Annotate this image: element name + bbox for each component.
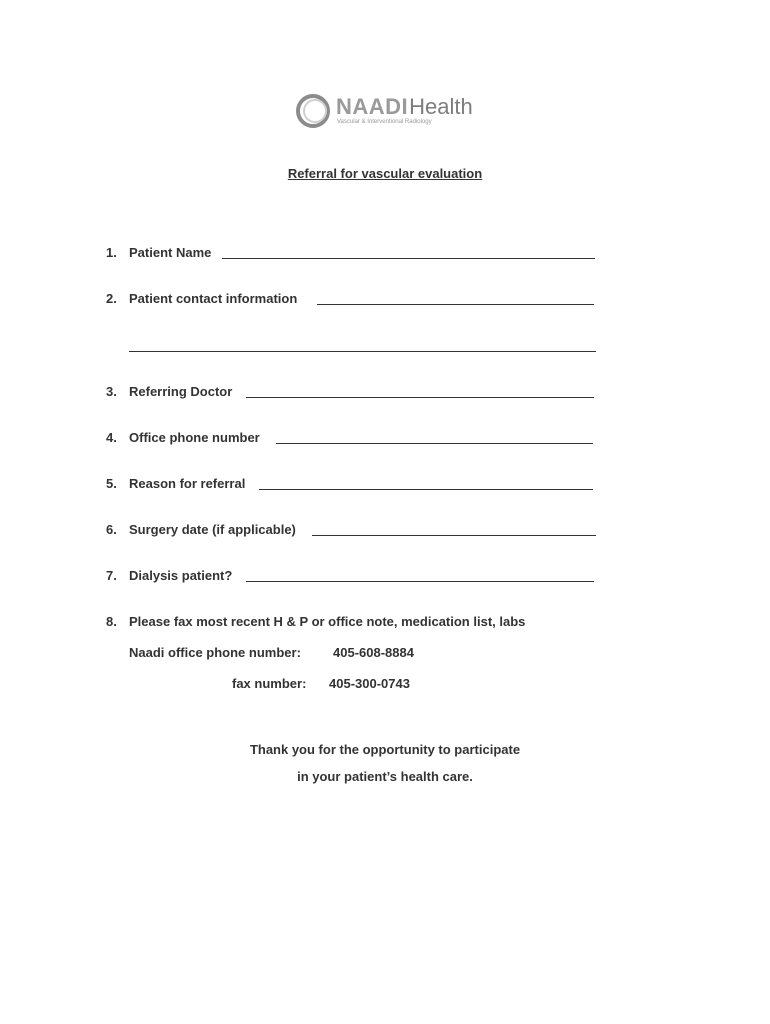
logo-health: Health — [409, 94, 473, 119]
logo-tagline: Vascular & Interventional Radiology — [337, 119, 432, 125]
office-phone-blank[interactable] — [276, 443, 593, 444]
field-number: 8. — [106, 614, 117, 629]
field-label: Please fax most recent H & P or office note, medication list, labs — [129, 614, 526, 629]
field-contact-info-label — [106, 291, 297, 307]
field-referring-doctor-label — [106, 384, 232, 400]
dialysis-blank[interactable] — [246, 581, 594, 582]
field-number: 6. — [106, 522, 117, 537]
naadi-health-logo — [294, 92, 494, 132]
fax-label: fax number: — [232, 676, 307, 691]
field-label: Referring Doctor — [129, 384, 233, 399]
field-office-phone-label — [106, 430, 260, 446]
form-title: Referral for vascular evaluation — [287, 166, 483, 181]
fax-value: 405-300-0743 — [329, 676, 410, 691]
field-number: 4. — [106, 430, 117, 445]
field-number: 2. — [106, 291, 117, 306]
reason-blank[interactable] — [259, 489, 593, 490]
field-number: 3. — [106, 384, 117, 399]
office-phone-value: 405-608-8884 — [333, 645, 414, 660]
field-label: Office phone number — [129, 430, 260, 445]
field-number: 7. — [106, 568, 117, 583]
contact-info-blank-line-2[interactable] — [129, 351, 596, 352]
closing-line-1: Thank you for the opportunity to participate — [249, 742, 521, 757]
field-dialysis-label — [106, 568, 232, 584]
logo-brand: NAADI — [336, 94, 409, 119]
surgery-date-blank[interactable] — [312, 535, 596, 536]
field-surgery-date-label — [106, 522, 296, 538]
closing-line-2: in your patient’s health care. — [297, 769, 473, 784]
logo-wordmark — [336, 95, 473, 119]
field-label: Reason for referral — [129, 476, 246, 491]
contact-info-blank[interactable] — [317, 304, 594, 305]
field-label: Patient Name — [129, 245, 212, 260]
referring-doctor-blank[interactable] — [246, 397, 594, 398]
field-patient-name-label — [106, 245, 211, 261]
field-label: Surgery date (if applicable) — [129, 522, 296, 537]
field-number: 5. — [106, 476, 117, 491]
patient-name-blank[interactable] — [222, 258, 595, 259]
field-reason-label — [106, 476, 245, 492]
ring-logo-icon — [294, 92, 334, 130]
field-label: Patient contact information — [129, 291, 298, 306]
field-number: 1. — [106, 245, 117, 260]
field-label: Dialysis patient? — [129, 568, 233, 583]
office-phone-label: Naadi office phone number: — [129, 645, 301, 660]
field-fax-instructions — [106, 614, 525, 630]
